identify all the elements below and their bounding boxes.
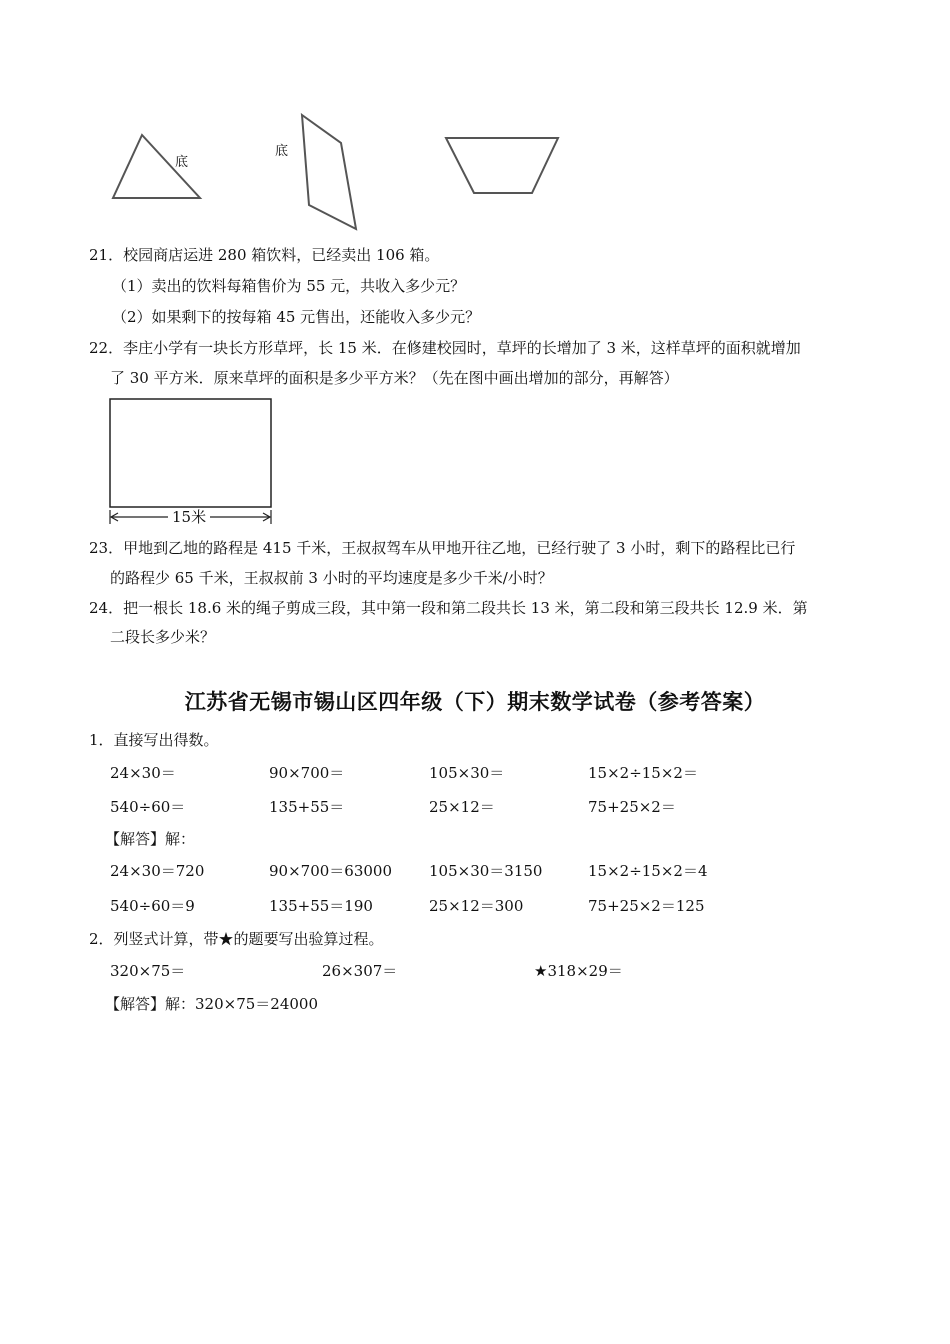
- a2-answer: 【解答】解：320×75＝24000: [105, 995, 319, 1013]
- a1-ans-r2c2: 135+55＝190: [269, 897, 373, 915]
- a1-q-r1c3: 105×30＝: [429, 764, 505, 782]
- a2-item-3: ★318×29＝: [534, 962, 623, 980]
- q23-line1: 23．甲地到乙地的路程是 415 千米，王叔叔驾车从甲地开往乙地，已经行驶了 3 小时，剩下的路程比已行: [89, 539, 796, 557]
- a1-q-r2c4: 75+25×2＝: [588, 798, 676, 816]
- q21-part2: （2）如果剩下的按每箱 45 元售出，还能收入多少元？: [112, 308, 481, 326]
- q23-line2: 的路程少 65 千米，王叔叔前 3 小时的平均速度是多少千米/小时？: [110, 569, 553, 587]
- q22-line1: 22．李庄小学有一块长方形草坪，长 15 米．在修建校园时，草坪的长增加了 3 米，这样草坪的面积就增加: [89, 339, 801, 357]
- q24-line1: 24．把一根长 18.6 米的绳子剪成三段，其中第一段和第二段共长 13 米，第二段和第三段共长 12.9 米．第: [89, 599, 808, 617]
- answer-section-title: 江苏省无锡市锡山区四年级（下）期末数学试卷（参考答案）: [184, 690, 766, 714]
- a1-q-r2c1: 540÷60＝: [110, 798, 186, 816]
- lawn-rectangle: [110, 399, 271, 507]
- a1-ans-r1c4: 15×2÷15×2＝4: [588, 862, 708, 880]
- a1-ans-r1c1: 24×30＝720: [110, 862, 205, 880]
- triangle-base-label: 底: [175, 155, 189, 170]
- a1-ans-r1c2: 90×700＝63000: [269, 862, 393, 880]
- a2-stem: 2．列竖式计算，带★的题要写出验算过程。: [89, 930, 384, 948]
- a1-answer-label: 【解答】解：: [105, 830, 196, 848]
- q22-line2: 了 30 平方米．原来草坪的面积是多少平方米？（先在图中画出增加的部分，再解答）: [110, 369, 679, 387]
- a1-ans-r2c1: 540÷60＝9: [110, 897, 195, 915]
- q21-part1: （1）卖出的饮料每箱售价为 55 元，共收入多少元？: [112, 277, 466, 295]
- a1-ans-r2c3: 25×12＝300: [429, 897, 524, 915]
- lawn-rectangle-figure: [0, 0, 950, 540]
- parallelogram-base-label: 底: [275, 144, 289, 159]
- q21-stem: 21．校园商店运进 280 箱饮料，已经卖出 106 箱。: [89, 246, 440, 264]
- lawn-length-label: 15米: [172, 508, 207, 526]
- a1-stem: 1．直接写出得数。: [89, 731, 219, 749]
- a1-ans-r1c3: 105×30＝3150: [429, 862, 543, 880]
- a1-q-r2c3: 25×12＝: [429, 798, 495, 816]
- a2-item-2: 26×307＝: [322, 962, 398, 980]
- a1-ans-r2c4: 75+25×2＝125: [588, 897, 705, 915]
- a1-q-r1c4: 15×2÷15×2＝: [588, 764, 698, 782]
- a2-item-1: 320×75＝: [110, 962, 186, 980]
- a1-q-r2c2: 135+55＝: [269, 798, 345, 816]
- a1-q-r1c2: 90×700＝: [269, 764, 345, 782]
- q24-line2: 二段长多少米？: [110, 628, 216, 646]
- a1-q-r1c1: 24×30＝: [110, 764, 176, 782]
